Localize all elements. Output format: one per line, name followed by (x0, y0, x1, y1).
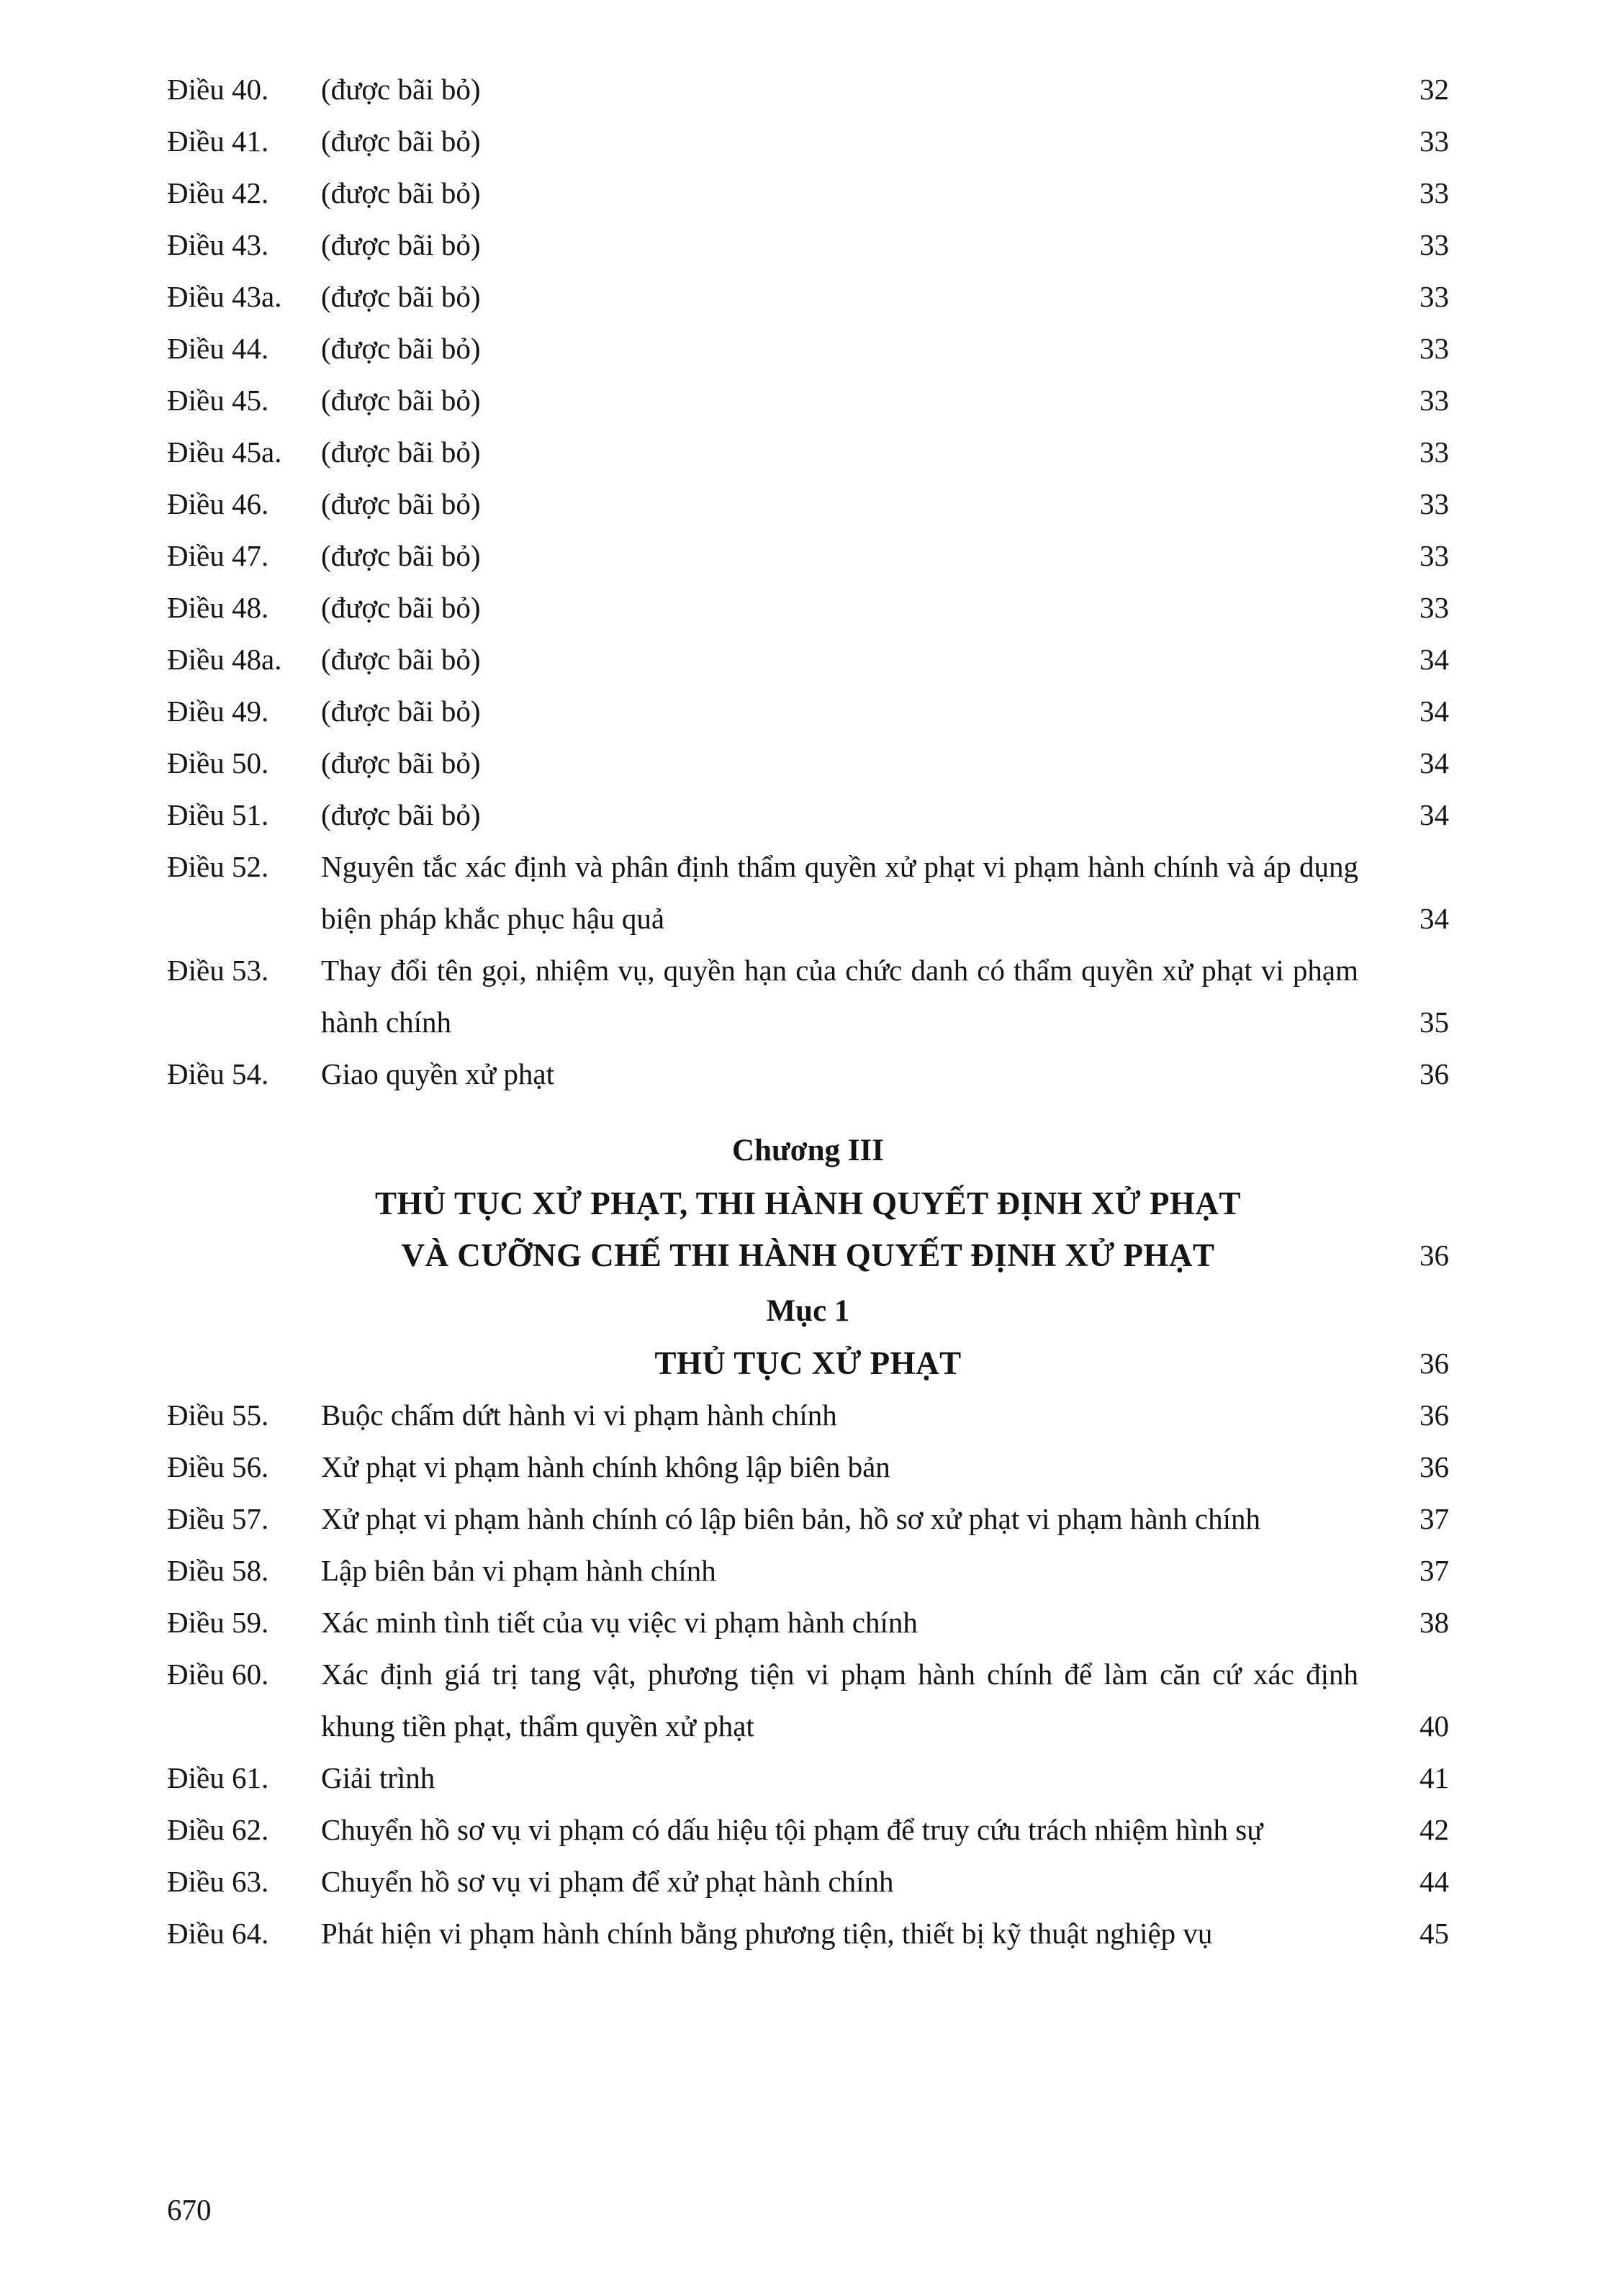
toc-entry (167, 271, 1449, 322)
section-label: Mục 1 (766, 1294, 850, 1328)
toc-entry-page: 45 (1419, 1917, 1449, 1950)
section-title: THỦ TỤC XỬ PHẠT (654, 1345, 962, 1381)
chapter-label: Chương III (732, 1134, 884, 1167)
toc-entry-label: Điều 53. (167, 954, 269, 987)
toc-entry (167, 478, 1449, 530)
toc-entry-page: 38 (1419, 1606, 1449, 1639)
toc-entry (167, 219, 1449, 271)
toc-entry (167, 1048, 1449, 1100)
toc-entry-title: (được bãi bỏ) (321, 435, 481, 469)
toc-entry-label: Điều 60. (167, 1658, 269, 1691)
toc-entry (167, 841, 1449, 944)
toc-entry-title: (được bãi bỏ) (321, 643, 481, 676)
toc-entry-page: 41 (1419, 1761, 1449, 1794)
toc-entry-label: Điều 44. (167, 332, 269, 365)
toc-entry-label: Điều 45a. (167, 435, 282, 469)
toc-list-after (167, 1389, 1449, 1959)
toc-entry-title: (được bãi bỏ) (321, 591, 481, 624)
toc-entry-page: 36 (1419, 1450, 1449, 1483)
toc-entry-page: 32 (1419, 73, 1449, 106)
toc-entry (167, 1545, 1449, 1596)
toc-entry-title: Xử phạt vi phạm hành chính không lập biên bản (321, 1450, 890, 1483)
toc-entry (167, 322, 1449, 374)
chapter-title-line-1: THỦ TỤC XỬ PHẠT, THI HÀNH QUYẾT ĐỊNH XỬ PHẠT (375, 1185, 1241, 1221)
toc-entry-label: Điều 54. (167, 1057, 269, 1090)
toc-entry (167, 1389, 1449, 1441)
toc-entry-page: 33 (1419, 228, 1449, 261)
toc-entry-label: Điều 40. (167, 73, 269, 106)
toc-entry-title: Xác định giá trị tang vật, phương tiện vi phạm hành chính để làm căn cứ xác định khung tiền phạt, thẩm quyền xử phạt (321, 1658, 1358, 1743)
toc-entry-page: 33 (1419, 384, 1449, 417)
section-heading (167, 1285, 1449, 1389)
toc-entry-label: Điều 48a. (167, 643, 282, 676)
toc-entry-title: Xử phạt vi phạm hành chính có lập biên bản, hồ sơ xử phạt vi phạm hành chính (321, 1502, 1260, 1535)
toc-entry-label: Điều 55. (167, 1398, 269, 1432)
toc-entry-label: Điều 45. (167, 384, 269, 417)
toc-entry-label: Điều 64. (167, 1917, 269, 1950)
toc-entry-label: Điều 51. (167, 798, 269, 831)
toc-entry-label: Điều 58. (167, 1554, 269, 1587)
toc-entry-page: 35 (1419, 1005, 1449, 1039)
toc-entry-title: (được bãi bỏ) (321, 539, 481, 572)
chapter-heading (167, 1124, 1449, 1281)
toc-entry-title: Giải trình (321, 1761, 435, 1794)
toc-entry-title: Lập biên bản vi phạm hành chính (321, 1554, 716, 1587)
toc-entry-title: (được bãi bỏ) (321, 125, 481, 158)
toc-entry (167, 789, 1449, 841)
toc-entry-page: 36 (1419, 1057, 1449, 1090)
toc-entry (167, 530, 1449, 582)
toc-entry-label: Điều 50. (167, 746, 269, 779)
toc-entry-title: (được bãi bỏ) (321, 280, 481, 313)
toc-entry-page: 37 (1419, 1554, 1449, 1587)
toc-entry-title: Xác minh tình tiết của vụ việc vi phạm hành chính (321, 1606, 918, 1639)
toc-entry-page: 36 (1419, 1398, 1449, 1432)
toc-entry-label: Điều 52. (167, 850, 269, 883)
toc-entry-title: (được bãi bỏ) (321, 228, 481, 261)
toc-entry (167, 1596, 1449, 1648)
toc-entry (167, 1856, 1449, 1907)
toc-entry-title: (được bãi bỏ) (321, 384, 481, 417)
toc-entry (167, 1648, 1449, 1752)
toc-entry-label: Điều 48. (167, 591, 269, 624)
toc-entry (167, 426, 1449, 478)
toc-entry-label: Điều 63. (167, 1865, 269, 1898)
toc-entry (167, 944, 1449, 1048)
toc-entry (167, 1493, 1449, 1545)
toc-entry-title: Chuyển hồ sơ vụ vi phạm để xử phạt hành chính (321, 1865, 894, 1898)
toc-entry-page: 37 (1419, 1502, 1449, 1535)
toc-entry-title: Buộc chấm dứt hành vi vi phạm hành chính (321, 1398, 837, 1432)
toc-entry-label: Điều 49. (167, 695, 269, 728)
toc-entry-page: 44 (1419, 1865, 1449, 1898)
section-page-number: 36 (1419, 1347, 1449, 1380)
toc-entry-page: 33 (1419, 435, 1449, 469)
toc-entry (167, 167, 1449, 219)
toc-entry-page: 33 (1419, 591, 1449, 624)
toc-entry-page: 33 (1419, 332, 1449, 365)
toc-entry-label: Điều 47. (167, 539, 269, 572)
toc-entry (167, 374, 1449, 426)
toc-list-before (167, 63, 1449, 1100)
footer-page-number: 670 (167, 2193, 212, 2226)
toc-entry (167, 1804, 1449, 1856)
toc-entry-title: (được bãi bỏ) (321, 332, 481, 365)
toc-entry-page: 34 (1419, 643, 1449, 676)
toc-entry-page: 33 (1419, 125, 1449, 158)
toc-entry (167, 582, 1449, 633)
toc-entry-page: 34 (1419, 798, 1449, 831)
toc-entry-label: Điều 46. (167, 487, 269, 520)
toc-entry-page: 34 (1419, 746, 1449, 779)
toc-entry-label: Điều 43a. (167, 280, 282, 313)
toc-entry (167, 685, 1449, 737)
toc-entry (167, 737, 1449, 789)
toc-entry-title: (được bãi bỏ) (321, 746, 481, 779)
toc-entry (167, 115, 1449, 167)
chapter-title-line-2: VÀ CƯỠNG CHẾ THI HÀNH QUYẾT ĐỊNH XỬ PHẠT (401, 1237, 1215, 1273)
toc-entry-title: Phát hiện vi phạm hành chính bằng phương tiện, thiết bị kỹ thuật nghiệp vụ (321, 1917, 1213, 1950)
chapter-page-number: 36 (1419, 1239, 1449, 1272)
toc-entry-title: Nguyên tắc xác định và phân định thẩm quyền xử phạt vi phạm hành chính và áp dụng biện pháp khắc phục hậu quả (321, 850, 1358, 935)
toc-entry-title: Chuyển hồ sơ vụ vi phạm có dấu hiệu tội phạm để truy cứu trách nhiệm hình sự (321, 1813, 1263, 1846)
toc-entry-page: 34 (1419, 902, 1449, 935)
toc-entry-label: Điều 61. (167, 1761, 269, 1794)
toc-entry (167, 1907, 1449, 1959)
toc-entry-page: 42 (1419, 1813, 1449, 1846)
toc-entry (167, 63, 1449, 115)
toc-entry (167, 633, 1449, 685)
toc-entry-title: (được bãi bỏ) (321, 695, 481, 728)
toc-entry-page: 33 (1419, 539, 1449, 572)
toc-entry-page: 40 (1419, 1709, 1449, 1743)
toc-entry (167, 1441, 1449, 1493)
toc-entry-label: Điều 43. (167, 228, 269, 261)
toc-entry-label: Điều 62. (167, 1813, 269, 1846)
toc-entry-label: Điều 41. (167, 125, 269, 158)
toc-entry-title: (được bãi bỏ) (321, 798, 481, 831)
toc-entry-page: 33 (1419, 176, 1449, 209)
toc-entry-label: Điều 56. (167, 1450, 269, 1483)
toc-entry (167, 1752, 1449, 1804)
toc-entry-label: Điều 59. (167, 1606, 269, 1639)
toc-entry-page: 33 (1419, 487, 1449, 520)
toc-entry-title: Giao quyền xử phạt (321, 1057, 554, 1090)
toc-entry-label: Điều 57. (167, 1502, 269, 1535)
toc-entry-title: (được bãi bỏ) (321, 73, 481, 106)
toc-entry-title: Thay đổi tên gọi, nhiệm vụ, quyền hạn của chức danh có thẩm quyền xử phạt vi phạm hành chính (321, 954, 1358, 1039)
toc-entry-page: 34 (1419, 695, 1449, 728)
toc-entry-page: 33 (1419, 280, 1449, 313)
toc-entry-label: Điều 42. (167, 176, 269, 209)
toc-entry-title: (được bãi bỏ) (321, 176, 481, 209)
toc-entry-title: (được bãi bỏ) (321, 487, 481, 520)
